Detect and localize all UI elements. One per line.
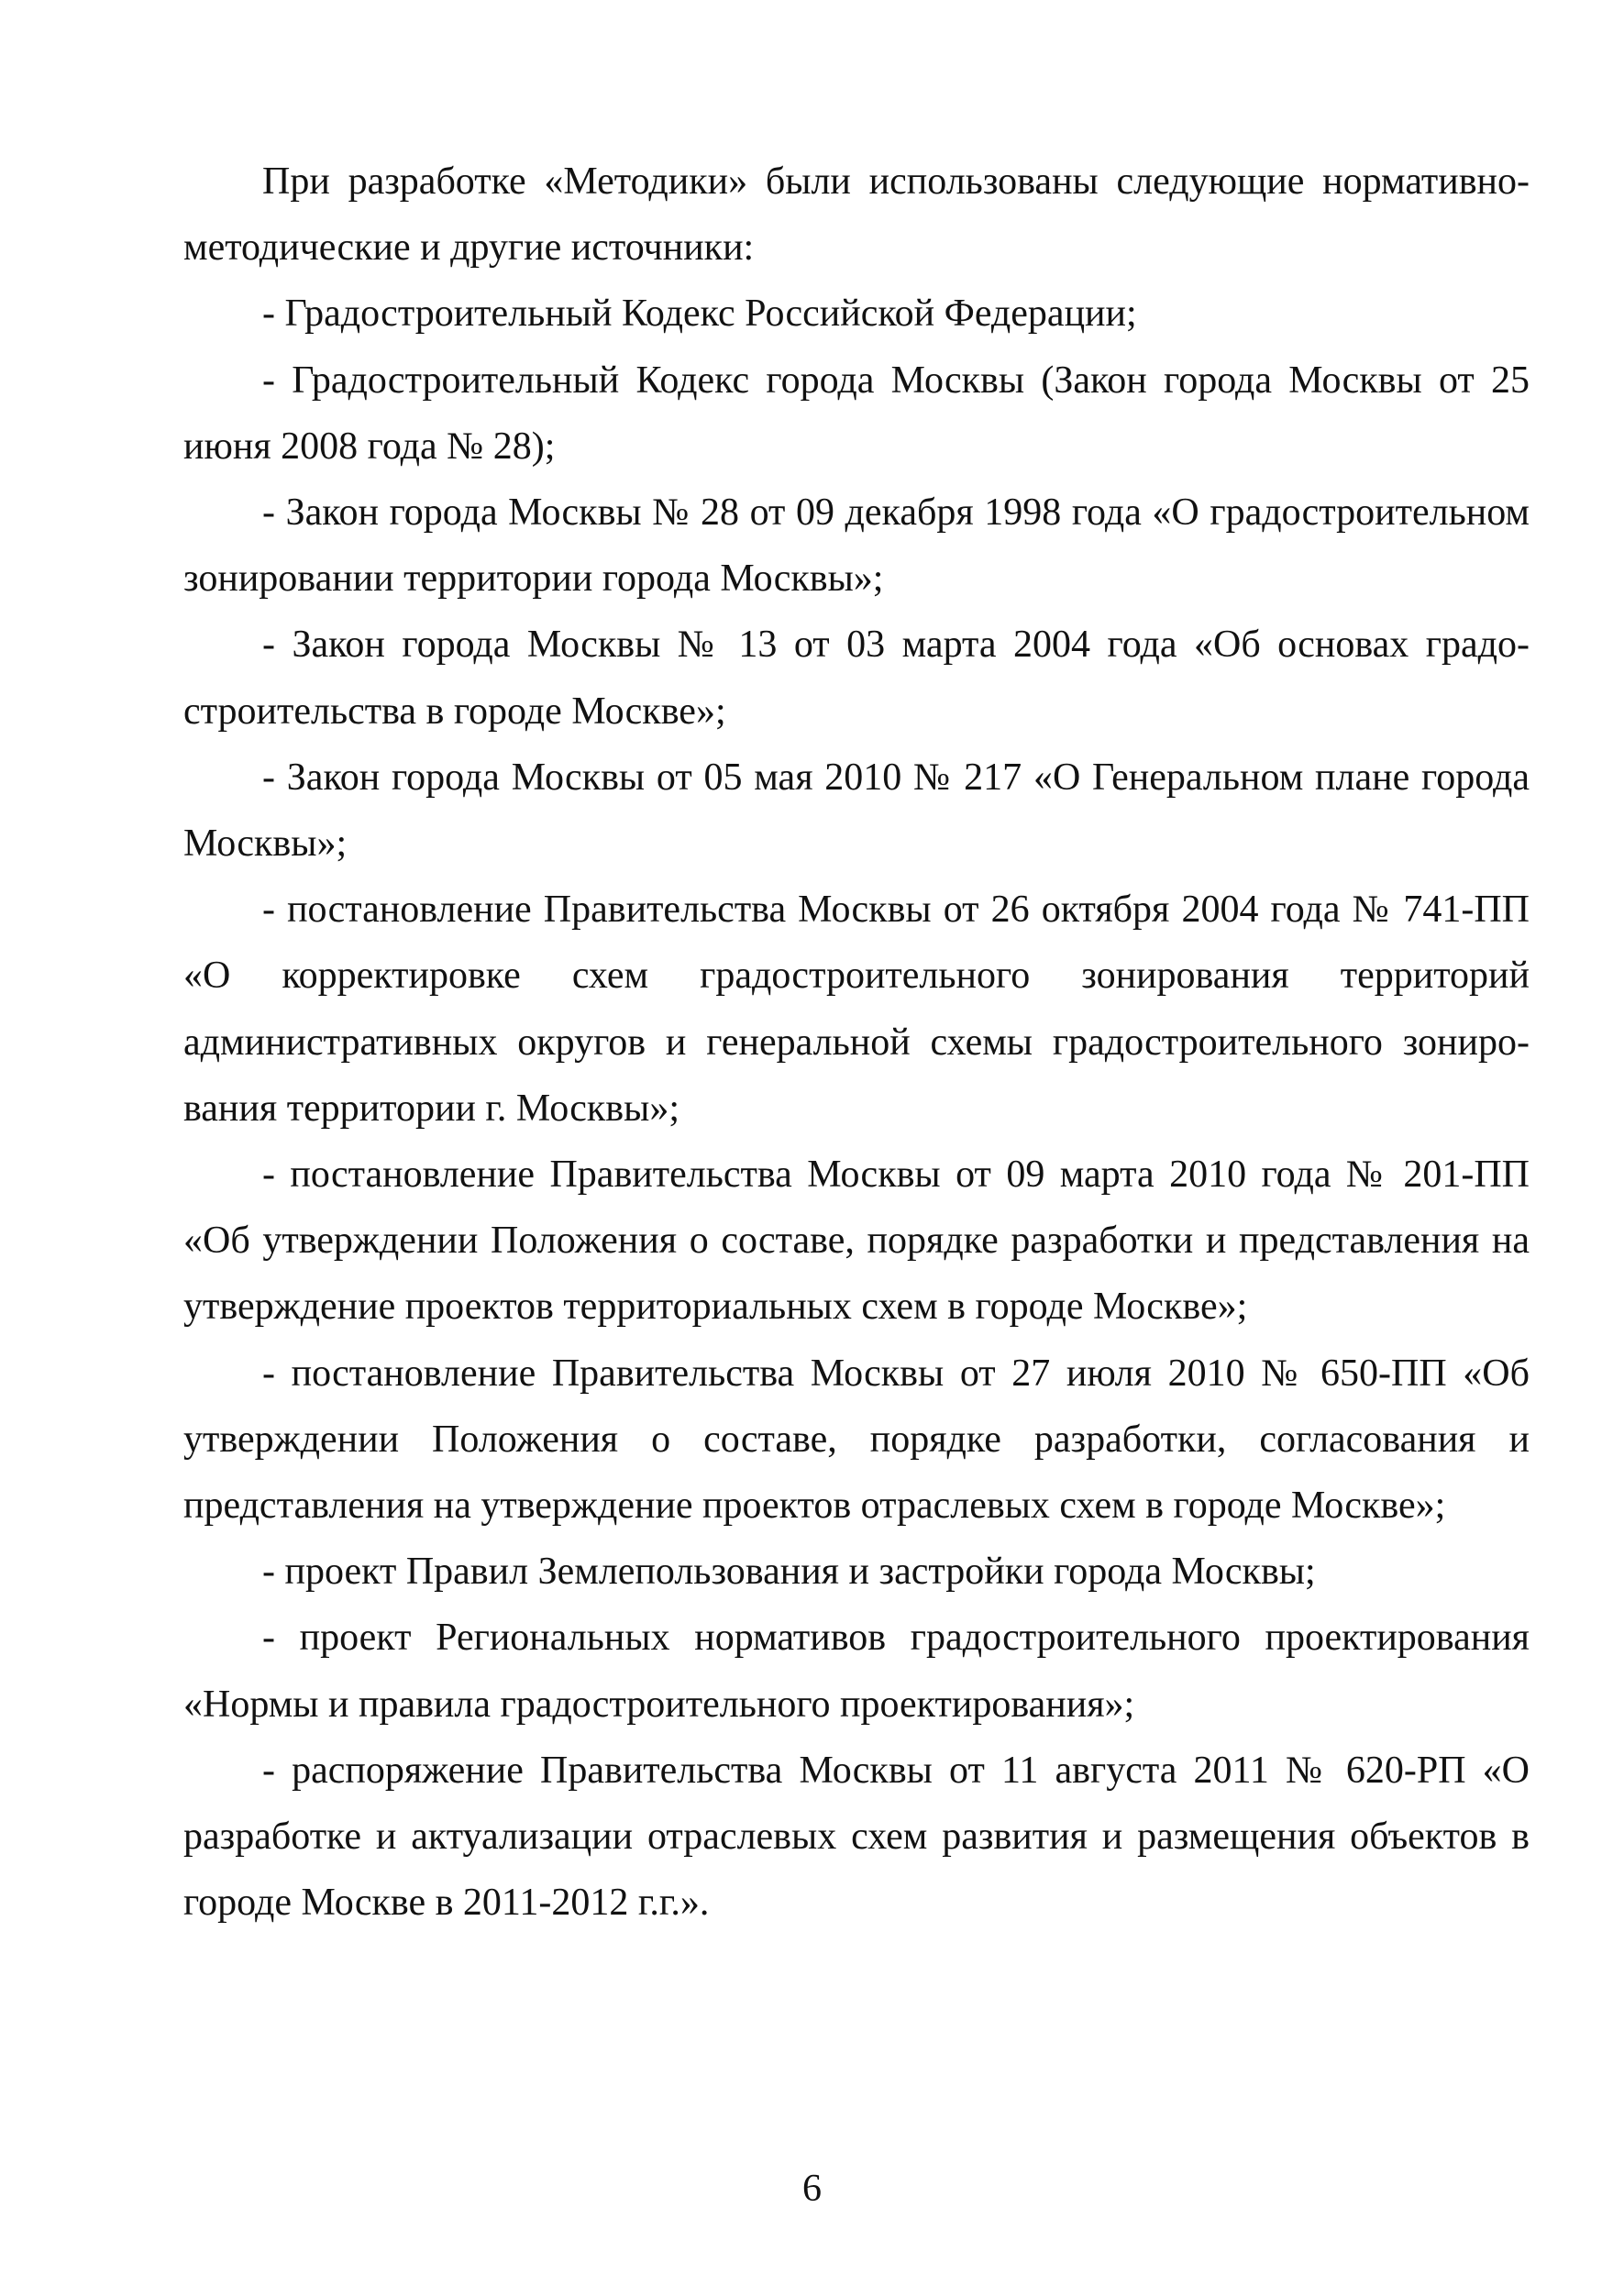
source-item-law-general-plan-2010: - Закон города Москвы от 05 мая 2010 № 217 «О Генеральном плане города Москвы»;: [183, 756, 1530, 866]
intro-paragraph: При разработке «Методики» были использованы следующие нормативно-методические и другие источники:: [183, 160, 1530, 270]
source-item-order-620-rp: - распоряжение Правительства Москвы от 11 августа 2011 № 620-РП «О разработке и актуализации отраслевых схем развития и размещения объектов в городе Москве в 2011-2012 г.г.».: [183, 1749, 1530, 1925]
source-item-resolution-201-pp: - постановление Правительства Москвы от 09 марта 2010 года № 201-ПП «Об утверждении Положения о составе, порядке разработки и представления на утверждение проектов территориальных схем в городе Москве»;: [183, 1154, 1530, 1329]
source-item-law-zoning-1998: - Закон города Москвы № 28 от 09 декабря 1998 года «О градостроительном зонировании территории города Москвы»;: [183, 491, 1530, 601]
source-item-land-use-rules-draft: - проект Правил Землепользования и застройки города Москвы;: [262, 1551, 1316, 1594]
source-item-law-foundations-2004: - Закон города Москвы № 13 от 03 марта 2004 года «Об основах градостроительства в городе Москве»;: [183, 624, 1530, 733]
body-text: [183, 149, 1530, 1936]
source-item-resolution-650-pp: - постановление Правительства Москвы от 27 июля 2010 № 650-ПП «Об утверждении Положения о составе, порядке разработки, согласования и представления на утверждение проектов отраслевых схем в городе Москве»;: [183, 1352, 1530, 1528]
source-item-resolution-741-pp: - постановление Правительства Москвы от 26 октября 2004 года № 741-ПП «О корректировке схем градостроительного зонирования территорий административных округов и генеральной схемы градостроительного зонирования территории г. Москвы»;: [183, 889, 1530, 1130]
source-item-town-planning-code-rf: - Градостроительный Кодекс Российской Федерации;: [262, 293, 1137, 336]
source-item-regional-standards-draft: - проект Региональных нормативов градостроительного проектирования «Нормы и правила градостроительного проектирования»;: [183, 1617, 1530, 1726]
source-item-town-planning-code-moscow: - Градостроительный Кодекс города Москвы (Закон города Москвы от 25 июня 2008 года № 28);: [183, 359, 1530, 468]
page-number: 6: [802, 2168, 822, 2210]
